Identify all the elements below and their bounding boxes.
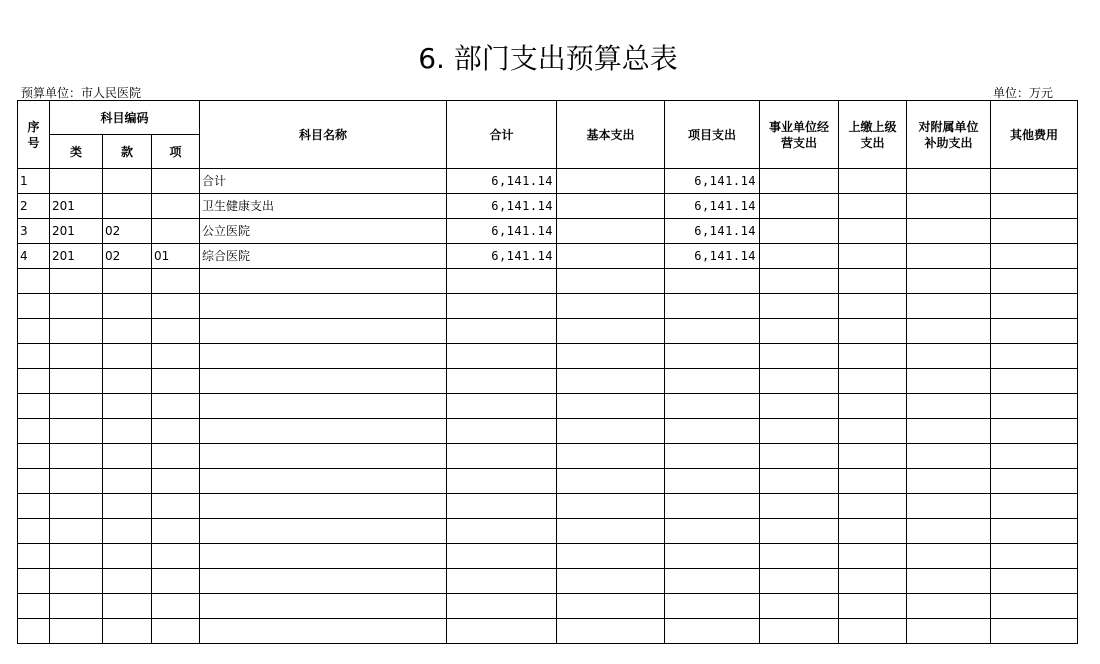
table-row	[18, 219, 1078, 244]
cell-seq	[18, 394, 50, 419]
cell-seq	[18, 619, 50, 644]
cell-subsidy	[907, 319, 991, 344]
cell-upper	[839, 619, 907, 644]
cell-subsidy	[907, 169, 991, 194]
cell-kuan: 02	[103, 219, 152, 244]
cell-other	[991, 369, 1078, 394]
cell-upper	[839, 294, 907, 319]
currency-unit-label: 单位：万元	[993, 86, 1054, 100]
cell-basic	[557, 344, 665, 369]
cell-lei	[50, 394, 103, 419]
cell-seq	[18, 344, 50, 369]
cell-basic	[557, 469, 665, 494]
cell-xiang	[152, 569, 200, 594]
cell-lei	[50, 419, 103, 444]
cell-xiang	[152, 419, 200, 444]
cell-xiang	[152, 269, 200, 294]
cell-other	[991, 619, 1078, 644]
empty-table-row	[18, 544, 1078, 569]
cell-upper	[839, 494, 907, 519]
cell-subsidy	[907, 294, 991, 319]
cell-subsidy	[907, 519, 991, 544]
cell-total	[447, 319, 557, 344]
cell-seq	[18, 569, 50, 594]
budget-unit-label: 预算单位：市人民医院	[21, 86, 142, 100]
empty-table-row	[18, 319, 1078, 344]
cell-name	[200, 294, 447, 319]
cell-name	[200, 519, 447, 544]
cell-xiang	[152, 394, 200, 419]
cell-upper	[839, 519, 907, 544]
cell-basic	[557, 194, 665, 219]
cell-upper	[839, 344, 907, 369]
cell-upper	[839, 419, 907, 444]
cell-basic	[557, 269, 665, 294]
header-subsidy: 对附属单位补助支出	[907, 101, 991, 169]
cell-business	[760, 419, 839, 444]
header-other: 其他费用	[991, 101, 1078, 169]
cell-business	[760, 619, 839, 644]
cell-project	[665, 444, 760, 469]
cell-basic	[557, 294, 665, 319]
cell-business	[760, 494, 839, 519]
cell-kuan	[103, 594, 152, 619]
empty-table-row	[18, 594, 1078, 619]
empty-table-row	[18, 419, 1078, 444]
empty-table-row	[18, 369, 1078, 394]
cell-upper	[839, 544, 907, 569]
cell-xiang	[152, 294, 200, 319]
cell-other	[991, 269, 1078, 294]
cell-project: 6,141.14	[665, 169, 760, 194]
cell-seq	[18, 594, 50, 619]
cell-lei: 201	[50, 194, 103, 219]
cell-project	[665, 494, 760, 519]
cell-subsidy	[907, 394, 991, 419]
cell-basic	[557, 619, 665, 644]
cell-total	[447, 544, 557, 569]
cell-business	[760, 319, 839, 344]
empty-table-row	[18, 394, 1078, 419]
cell-total	[447, 469, 557, 494]
cell-lei	[50, 619, 103, 644]
empty-table-row	[18, 269, 1078, 294]
cell-upper	[839, 594, 907, 619]
cell-name: 合计	[200, 169, 447, 194]
cell-basic	[557, 494, 665, 519]
cell-other	[991, 444, 1078, 469]
header-basic: 基本支出	[557, 101, 665, 169]
cell-seq: 1	[18, 169, 50, 194]
cell-other	[991, 219, 1078, 244]
cell-kuan	[103, 169, 152, 194]
header-name: 科目名称	[200, 101, 447, 169]
header-seq: 序号	[18, 101, 50, 169]
cell-xiang	[152, 494, 200, 519]
header-code-xiang: 项	[152, 135, 200, 169]
cell-subsidy	[907, 219, 991, 244]
cell-basic	[557, 519, 665, 544]
cell-seq	[18, 369, 50, 394]
page-title: 6. 部门支出预算总表	[418, 42, 678, 75]
header-code-lei: 类	[50, 135, 103, 169]
cell-lei	[50, 319, 103, 344]
cell-kuan	[103, 344, 152, 369]
cell-kuan	[103, 194, 152, 219]
cell-lei: 201	[50, 244, 103, 269]
cell-xiang	[152, 319, 200, 344]
cell-subsidy	[907, 244, 991, 269]
cell-upper	[839, 269, 907, 294]
cell-name	[200, 419, 447, 444]
cell-basic	[557, 169, 665, 194]
cell-total	[447, 494, 557, 519]
cell-seq: 4	[18, 244, 50, 269]
cell-name: 综合医院	[200, 244, 447, 269]
cell-business	[760, 519, 839, 544]
cell-project	[665, 544, 760, 569]
cell-name	[200, 494, 447, 519]
cell-lei	[50, 294, 103, 319]
header-project: 项目支出	[665, 101, 760, 169]
cell-total	[447, 294, 557, 319]
cell-business	[760, 569, 839, 594]
table-row	[18, 244, 1078, 269]
header-code-kuan: 款	[103, 135, 152, 169]
table-body	[18, 169, 1078, 644]
cell-lei	[50, 469, 103, 494]
cell-other	[991, 494, 1078, 519]
cell-xiang	[152, 469, 200, 494]
empty-table-row	[18, 344, 1078, 369]
cell-upper	[839, 469, 907, 494]
table-row	[18, 194, 1078, 219]
cell-business	[760, 544, 839, 569]
cell-total	[447, 269, 557, 294]
cell-lei	[50, 569, 103, 594]
cell-lei	[50, 594, 103, 619]
cell-seq	[18, 319, 50, 344]
cell-total	[447, 619, 557, 644]
cell-project	[665, 594, 760, 619]
cell-basic	[557, 369, 665, 394]
cell-total	[447, 444, 557, 469]
cell-total	[447, 594, 557, 619]
cell-kuan	[103, 369, 152, 394]
cell-kuan	[103, 394, 152, 419]
header-business: 事业单位经营支出	[760, 101, 839, 169]
cell-basic	[557, 419, 665, 444]
cell-project	[665, 394, 760, 419]
cell-project	[665, 369, 760, 394]
cell-project	[665, 419, 760, 444]
cell-lei: 201	[50, 219, 103, 244]
cell-project	[665, 519, 760, 544]
cell-project	[665, 619, 760, 644]
cell-other	[991, 594, 1078, 619]
cell-business	[760, 294, 839, 319]
cell-name	[200, 594, 447, 619]
cell-subsidy	[907, 344, 991, 369]
cell-basic	[557, 244, 665, 269]
cell-total	[447, 569, 557, 594]
cell-business	[760, 194, 839, 219]
cell-project: 6,141.14	[665, 244, 760, 269]
cell-kuan	[103, 444, 152, 469]
cell-seq	[18, 544, 50, 569]
cell-upper	[839, 394, 907, 419]
cell-total	[447, 519, 557, 544]
cell-lei	[50, 494, 103, 519]
cell-subsidy	[907, 194, 991, 219]
cell-total: 6,141.14	[447, 244, 557, 269]
cell-business	[760, 594, 839, 619]
empty-table-row	[18, 294, 1078, 319]
cell-total	[447, 369, 557, 394]
cell-lei	[50, 369, 103, 394]
cell-basic	[557, 444, 665, 469]
cell-upper	[839, 444, 907, 469]
cell-basic	[557, 569, 665, 594]
cell-other	[991, 169, 1078, 194]
cell-seq	[18, 444, 50, 469]
cell-other	[991, 344, 1078, 369]
cell-xiang	[152, 519, 200, 544]
cell-other	[991, 394, 1078, 419]
cell-business	[760, 344, 839, 369]
cell-total	[447, 344, 557, 369]
cell-name	[200, 319, 447, 344]
cell-project	[665, 294, 760, 319]
cell-basic	[557, 544, 665, 569]
cell-business	[760, 219, 839, 244]
cell-name	[200, 569, 447, 594]
cell-business	[760, 469, 839, 494]
cell-other	[991, 244, 1078, 269]
cell-kuan	[103, 569, 152, 594]
cell-subsidy	[907, 494, 991, 519]
cell-kuan: 02	[103, 244, 152, 269]
cell-kuan	[103, 269, 152, 294]
cell-name	[200, 444, 447, 469]
cell-subsidy	[907, 569, 991, 594]
cell-project	[665, 269, 760, 294]
cell-business	[760, 269, 839, 294]
cell-project: 6,141.14	[665, 219, 760, 244]
cell-name	[200, 344, 447, 369]
cell-xiang	[152, 194, 200, 219]
cell-business	[760, 169, 839, 194]
cell-subsidy	[907, 544, 991, 569]
cell-basic	[557, 594, 665, 619]
cell-kuan	[103, 294, 152, 319]
cell-basic	[557, 394, 665, 419]
cell-lei	[50, 544, 103, 569]
cell-kuan	[103, 519, 152, 544]
cell-other	[991, 519, 1078, 544]
cell-lei	[50, 169, 103, 194]
cell-lei	[50, 269, 103, 294]
cell-lei	[50, 519, 103, 544]
cell-xiang	[152, 369, 200, 394]
cell-xiang	[152, 169, 200, 194]
cell-total: 6,141.14	[447, 219, 557, 244]
cell-other	[991, 319, 1078, 344]
empty-table-row	[18, 444, 1078, 469]
cell-subsidy	[907, 369, 991, 394]
cell-seq	[18, 269, 50, 294]
cell-subsidy	[907, 444, 991, 469]
cell-upper	[839, 569, 907, 594]
header-code-group: 科目编码	[50, 101, 200, 135]
cell-seq	[18, 469, 50, 494]
cell-kuan	[103, 494, 152, 519]
cell-other	[991, 469, 1078, 494]
cell-kuan	[103, 619, 152, 644]
cell-total	[447, 394, 557, 419]
cell-upper	[839, 244, 907, 269]
empty-table-row	[18, 494, 1078, 519]
cell-seq	[18, 519, 50, 544]
cell-name	[200, 269, 447, 294]
cell-upper	[839, 369, 907, 394]
empty-table-row	[18, 469, 1078, 494]
cell-total: 6,141.14	[447, 169, 557, 194]
cell-seq	[18, 419, 50, 444]
cell-xiang	[152, 619, 200, 644]
cell-project: 6,141.14	[665, 194, 760, 219]
cell-kuan	[103, 469, 152, 494]
cell-project	[665, 319, 760, 344]
table-row	[18, 169, 1078, 194]
cell-seq	[18, 494, 50, 519]
cell-xiang	[152, 444, 200, 469]
cell-xiang	[152, 344, 200, 369]
cell-basic	[557, 319, 665, 344]
cell-xiang	[152, 544, 200, 569]
cell-upper	[839, 169, 907, 194]
header-total: 合计	[447, 101, 557, 169]
cell-xiang	[152, 594, 200, 619]
cell-business	[760, 394, 839, 419]
expenditure-budget-table	[17, 100, 1078, 644]
empty-table-row	[18, 619, 1078, 644]
cell-subsidy	[907, 619, 991, 644]
cell-xiang	[152, 219, 200, 244]
empty-table-row	[18, 569, 1078, 594]
cell-kuan	[103, 419, 152, 444]
cell-kuan	[103, 319, 152, 344]
cell-business	[760, 244, 839, 269]
cell-subsidy	[907, 469, 991, 494]
cell-other	[991, 294, 1078, 319]
cell-name	[200, 544, 447, 569]
cell-business	[760, 444, 839, 469]
cell-project	[665, 469, 760, 494]
empty-table-row	[18, 519, 1078, 544]
cell-seq: 3	[18, 219, 50, 244]
cell-kuan	[103, 544, 152, 569]
cell-basic	[557, 219, 665, 244]
cell-subsidy	[907, 269, 991, 294]
cell-total: 6,141.14	[447, 194, 557, 219]
cell-project	[665, 569, 760, 594]
cell-xiang: 01	[152, 244, 200, 269]
cell-lei	[50, 444, 103, 469]
cell-upper	[839, 219, 907, 244]
cell-other	[991, 569, 1078, 594]
cell-name: 卫生健康支出	[200, 194, 447, 219]
header-upper: 上缴上级支出	[839, 101, 907, 169]
cell-other	[991, 544, 1078, 569]
cell-business	[760, 369, 839, 394]
cell-name	[200, 369, 447, 394]
cell-upper	[839, 319, 907, 344]
cell-lei	[50, 344, 103, 369]
cell-name	[200, 394, 447, 419]
cell-project	[665, 344, 760, 369]
cell-subsidy	[907, 594, 991, 619]
cell-name	[200, 619, 447, 644]
cell-total	[447, 419, 557, 444]
cell-seq	[18, 294, 50, 319]
cell-other	[991, 419, 1078, 444]
cell-name: 公立医院	[200, 219, 447, 244]
cell-subsidy	[907, 419, 991, 444]
cell-other	[991, 194, 1078, 219]
cell-upper	[839, 194, 907, 219]
cell-name	[200, 469, 447, 494]
cell-seq: 2	[18, 194, 50, 219]
